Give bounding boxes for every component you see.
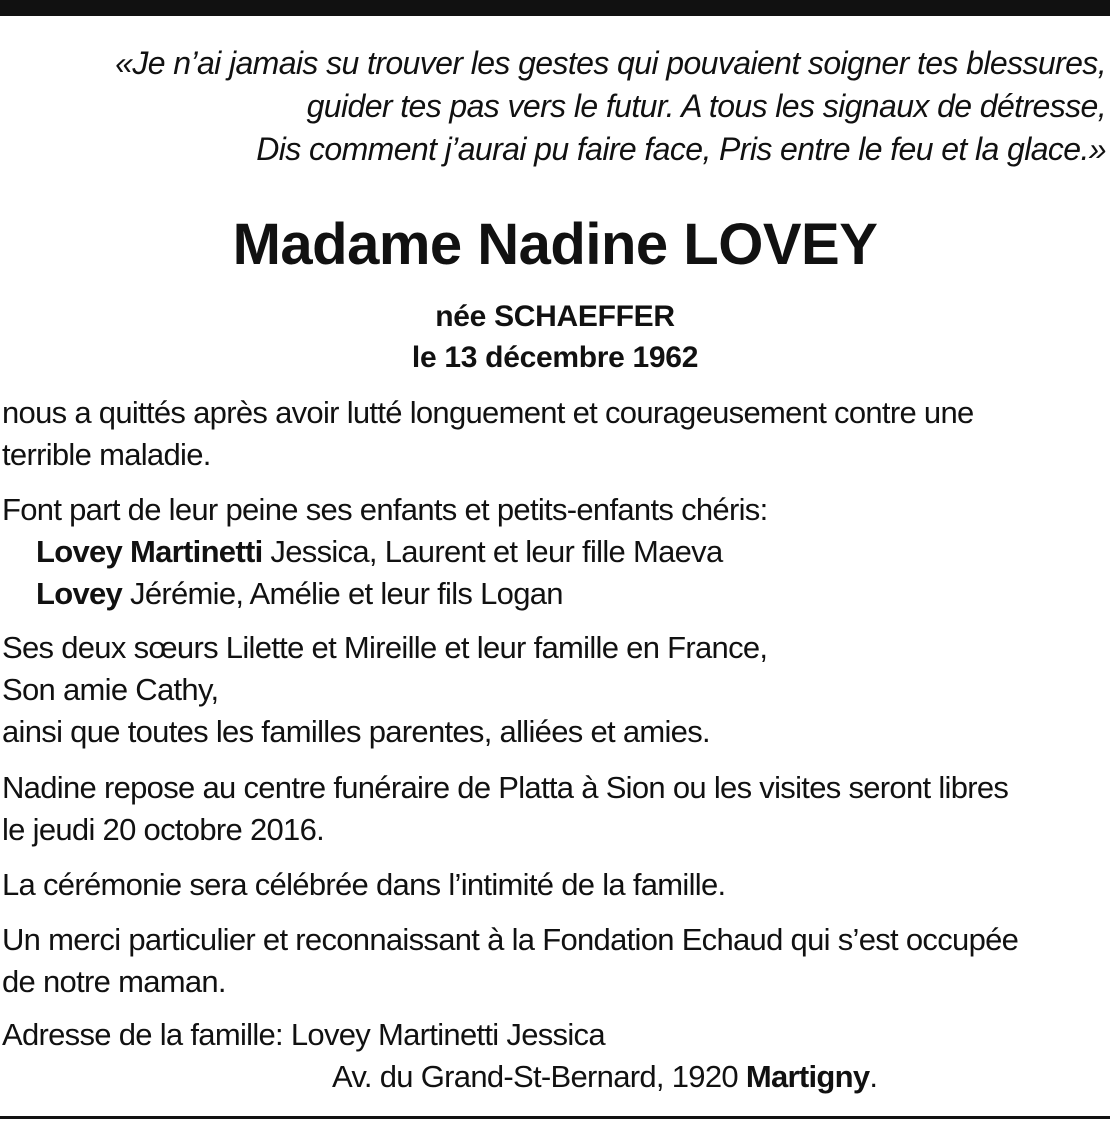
quote-line: guider tes pas vers le futur. A tous les signaux de détresse, xyxy=(306,88,1106,124)
address-city: Martigny xyxy=(745,1059,870,1094)
child-names: Jérémie, Amélie et leur fils Logan xyxy=(122,576,563,611)
family-paragraph xyxy=(2,489,1108,615)
address-line xyxy=(2,1056,1108,1098)
thanks-paragraph xyxy=(2,919,1108,1003)
family-heading: Font part de leur peine ses enfants et petits-enfants chéris: xyxy=(2,492,768,527)
child-surname: Lovey xyxy=(36,576,123,611)
deceased-name: Madame Nadine LOVEY xyxy=(232,212,878,277)
intro-line: nous a quittés après avoir lutté longuement et courageusement contre une xyxy=(2,395,974,430)
visits-paragraph xyxy=(2,767,1108,851)
relatives-line: Son amie Cathy, xyxy=(2,672,219,707)
child-surname: Lovey Martinetti xyxy=(36,534,263,569)
relatives-line: Ses deux sœurs Lilette et Mireille et leur famille en France, xyxy=(2,630,768,665)
visits-line: Nadine repose au centre funéraire de Platta à Sion ou les visites seront libres xyxy=(2,770,1009,805)
quote-line: «Je n’ai jamais su trouver les gestes qui pouvaient soigner tes blessures, xyxy=(115,45,1106,81)
family-address xyxy=(2,1014,1108,1098)
epigraph-quote xyxy=(0,42,1106,171)
ceremony-line: La cérémonie sera célébrée dans l’intimité de la famille. xyxy=(2,867,726,902)
child-entry xyxy=(2,573,1108,615)
thanks-line: Un merci particulier et reconnaissant à la Fondation Echaud qui s’est occupée xyxy=(2,922,1019,957)
quote-line: Dis comment j’aurai pu faire face, Pris entre le feu et la glace.» xyxy=(256,131,1106,167)
child-names: Jessica, Laurent et leur fille Maeva xyxy=(262,534,723,569)
bottom-border-rule xyxy=(0,1116,1110,1119)
thanks-line: de notre maman. xyxy=(2,964,226,999)
visits-line: le jeudi 20 octobre 2016. xyxy=(2,812,325,847)
address-line: Adresse de la famille: Lovey Martinetti Jessica xyxy=(2,1017,605,1052)
child-entry xyxy=(2,531,1108,573)
birth-date: le 13 décembre 1962 xyxy=(411,341,699,374)
relatives-line: ainsi que toutes les familles parentes, alliées et amies. xyxy=(2,714,710,749)
intro-paragraph xyxy=(2,392,1108,476)
top-border-rule xyxy=(0,0,1110,16)
relatives-paragraph xyxy=(2,627,1108,753)
address-period: . xyxy=(869,1059,878,1094)
intro-line: terrible maladie. xyxy=(2,437,211,472)
ceremony-paragraph xyxy=(2,864,1108,906)
street-address: Av. du Grand-St-Bernard, 1920 xyxy=(332,1059,746,1094)
maiden-name: née SCHAEFFER xyxy=(435,300,675,333)
